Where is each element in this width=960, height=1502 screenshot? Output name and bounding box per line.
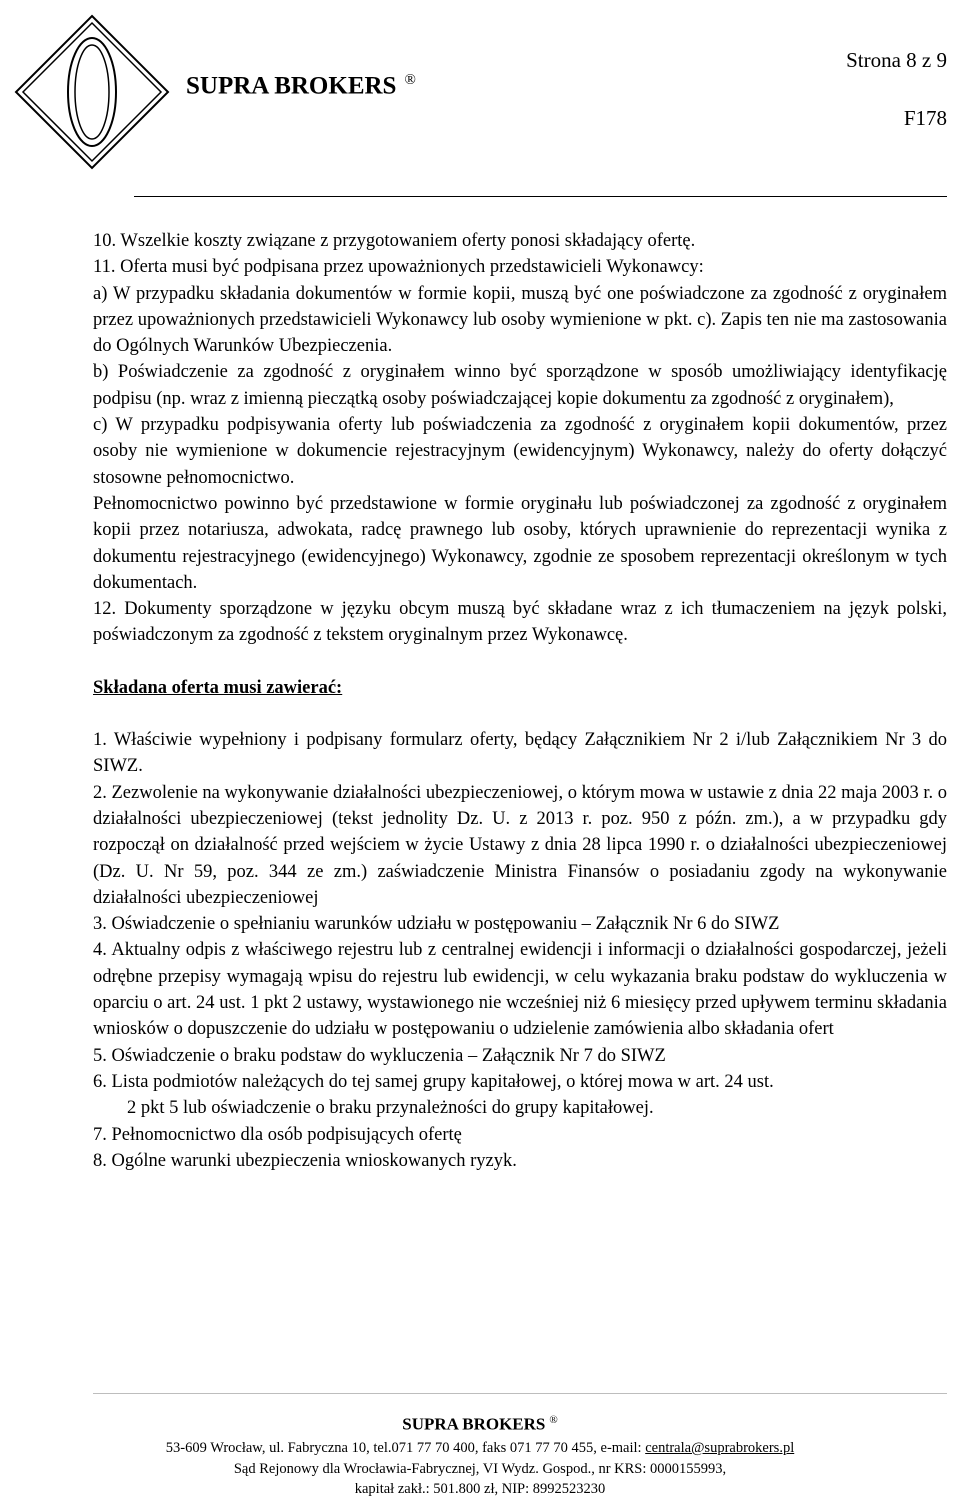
power-of-attorney-paragraph: Pełnomocnictwo powinno być przedstawione w formie oryginału lub poświadczonej za zgodność z oryginałem kopii przez notariusza, adwokata, radcę prawnego lub osoby, których uprawnienie do reprezentacji wynika z dokumentu rejestracyjnego (ewidencyjnego) Wykonawcy, zgodnie ze sposobem reprezentacji określonym w tych dokumentach. (93, 493, 947, 593)
clause-11c: c) W przypadku podpisywania oferty lub poświadczenia za zgodność z oryginałem kopii dokumentów, przez osoby nie wymienione w dokumencie rejestracyjnym (ewidencyjnym) Wykonawcy, należy do oferty dołączyć stosowne pełnomocnictwo. (93, 415, 947, 488)
clause-12: 12. Dokumenty sporządzone w języku obcym muszą być składane wraz z ich tłumaczeniem na język polski, poświadczonym za zgodność z tekstem oryginalnym przez Wykonawcę. (93, 599, 947, 646)
requirement-2: 2. Zezwolenie na wykonywanie działalności ubezpieczeniowej, o którym mowa w ustawie z dnia 22 maja 2003 r. o działalności ubezpieczeniowej (tekst jednolity Dz. U. z 2013 r. poz. 950 z późn. zm.), a w przypadku gdy rozpoczął on działalność przed wejściem w życie Ustawy z dnia 28 lipca 1990 r. o działalności ubezpieczeniowej (Dz. U. Nr 59, poz. 344 ze zm.) zaświadczenie Ministra Finansów o posiadaniu zgody na wykonywanie działalności ubezpieczeniowej (93, 782, 947, 908)
footer-capital: kapitał zakł.: 501.800 zł, NIP: 8992523230 (354, 1481, 606, 1497)
section-heading: Składana oferta musi zawierać: (93, 677, 343, 698)
footer-brand: SUPRA BROKERS ® (402, 1414, 558, 1434)
requirement-6: 6. Lista podmiotów należących do tej samej grupy kapitałowej, o której mowa w art. 24 ust. (93, 1071, 774, 1092)
requirement-5: 5. Oświadczenie o braku podstaw do wykluczenia – Załącznik Nr 7 do SIWZ (93, 1045, 666, 1066)
footer-address: 53-609 Wrocław, ul. Fabryczna 10, tel.071 77 70 400, faks 071 77 70 455, e-mail: centrala@suprabrokers.pl (165, 1440, 795, 1456)
requirement-3: 3. Oświadczenie o spełnianiu warunków udziału w postępowaniu – Załącznik Nr 6 do SIWZ (93, 914, 780, 935)
company-logo (14, 14, 170, 170)
footer-court-registration: Sąd Rejonowy dla Wrocławia-Fabrycznej, VI Wydz. Gospod., nr KRS: 0000155993, (233, 1461, 727, 1477)
footer-email-link[interactable]: centrala@suprabrokers.pl (645, 1440, 795, 1456)
requirement-8: 8. Ogólne warunki ubezpieczenia wnioskowanych ryzyk. (93, 1150, 517, 1171)
header-divider (134, 196, 947, 197)
form-code: F178 (903, 106, 947, 130)
requirement-6-continued: 2 pkt 5 lub oświadczenie o braku przynależności do grupy kapitałowej. (127, 1098, 654, 1119)
clause-11: 11. Oferta musi być podpisana przez upoważnionych przedstawicieli Wykonawcy: (93, 257, 704, 278)
header-brand: SUPRA BROKERS ® (186, 72, 416, 100)
footer-divider (93, 1393, 947, 1394)
requirement-4: 4. Aktualny odpis z właściwego rejestru lub z centralnej ewidencji i informacji o działalności gospodarczej, jeżeli odrębne przepisy wymagają wpisu do rejestru lub ewidencji, w celu wykazania braku podstaw do wykluczenia w oparciu o art. 24 ust. 1 pkt 2 ustawy, wystawionego nie wcześniej niż 6 miesięcy przed upływem terminu składania wniosków o dopuszczenie do udziału w postępowaniu o udzielenie zamówienia albo składania ofert (93, 940, 947, 1040)
registered-mark: ® (404, 72, 416, 88)
clause-11a: a) W przypadku składania dokumentów w formie kopii, muszą być one poświadczone za zgodność z oryginałem przez upoważnionych przedstawicieli Wykonawcy lub osoby wymienione w pkt. c). Zapis ten nie ma zastosowania do Ogólnych Warunków Ubezpieczenia. (93, 283, 947, 357)
clause-10: 10. Wszelkie koszty związane z przygotowaniem oferty ponosi składający ofertę. (93, 231, 696, 251)
requirement-7: 7. Pełnomocnictwo dla osób podpisujących ofertę (93, 1124, 462, 1145)
clause-11b: b) Poświadczenie za zgodność z oryginałem winno być sporządzone w sposób umożliwiający identyfikację podpisu (np. wraz z imienną pieczątką osoby poświadczającej kopie dokumentu za zgodność z oryginałem), (93, 362, 947, 409)
footer-registered-mark: ® (549, 1414, 558, 1426)
document-body (93, 228, 947, 1174)
page-number: Strona 8 z 9 (846, 48, 947, 72)
requirement-1: 1. Właściwie wypełniony i podpisany formularz oferty, będący Załącznikiem Nr 2 i/lub Załącznikiem Nr 3 do SIWZ. (93, 730, 947, 777)
